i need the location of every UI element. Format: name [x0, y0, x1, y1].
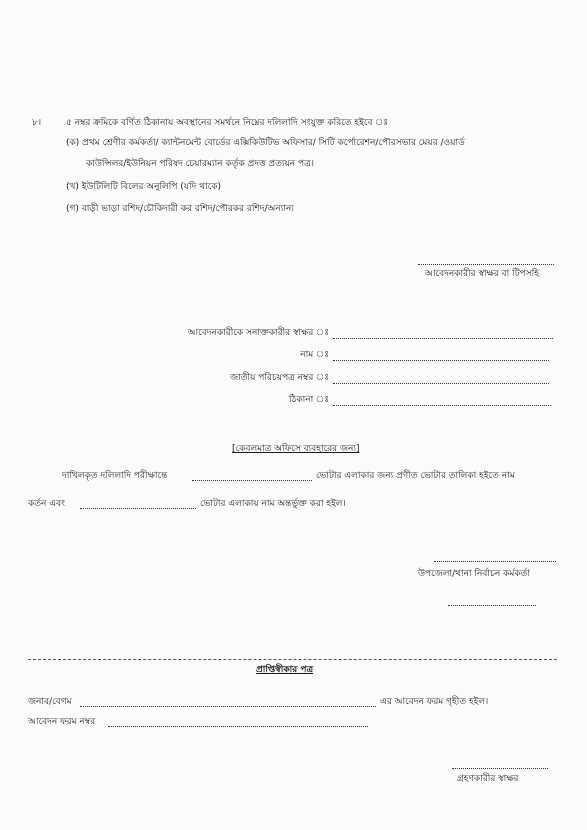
item-kha: (খ) ইউটিলিটি বিলের অনুলিপি (যদি থাকে) — [66, 182, 222, 192]
officer-signature-line[interactable] — [434, 561, 556, 562]
receipt-form-number-field[interactable] — [108, 726, 368, 727]
identifier-nid-label: জাতীয় পরিচয়পত্র নম্বর ঃ — [230, 373, 329, 383]
applicant-signature-label: আবেদনকারীর স্বাক্ষর বা টিপসহি — [425, 269, 539, 279]
identifier-name-label: নাম ঃ — [300, 350, 329, 360]
section-intro: ৫ নম্বর ক্রমিকে বর্ণিত ঠিকানায় অবস্থানের সমর্থনে নিম্নের দলিলাদি সংযুক্ত করিতে হইবে ঃ — [66, 118, 389, 128]
identifier-signature-field[interactable] — [333, 338, 553, 339]
receiver-signature-line[interactable] — [452, 768, 548, 769]
receipt-name-field[interactable] — [80, 706, 376, 707]
office-line1-b: ভোটার এলাকার জন্য প্রণীত ভোটার তালিকা হইতে নাম — [316, 471, 515, 481]
office-line2-field[interactable] — [80, 508, 196, 509]
identifier-address-field[interactable] — [333, 405, 551, 406]
item-ga: (গ) বাড়ী ভাড়া রশিদ/চৌকিদারী কর রশিদ/পৌরকর রশিদ/অন্যান্য — [66, 204, 294, 214]
office-use-heading: [কেবলমাত্র অফিসে ব্যবহারের জন্য] — [232, 444, 360, 454]
identifier-name-field[interactable] — [333, 360, 549, 361]
office-line1-field[interactable] — [192, 480, 312, 481]
receipt-form-received: এর আবেদন ফরম গৃহীত হইল। — [380, 697, 489, 707]
receipt-mr-mrs-label: জনাব/বেগম — [28, 697, 72, 707]
applicant-signature-line[interactable] — [418, 264, 554, 265]
officer-label: উপজেলা/থানা নির্বাচন কর্মকর্তা — [418, 569, 531, 579]
receipt-form-number-label: আবেদন ফরম নম্বর — [28, 717, 96, 727]
identifier-signature-label: আবেদনকারীকে সনাক্তকারীর স্বাক্ষর ঃ — [187, 328, 329, 338]
cut-line-divider — [28, 659, 557, 660]
office-line1-a: দাখিলকৃত দলিলাদি পরীক্ষান্তে — [62, 471, 168, 481]
receiver-signature-label: গ্রহণকারীর স্বাক্ষর — [457, 774, 519, 784]
section-number: ৮। — [32, 118, 42, 128]
item-ka-line1: (ক) প্রথম শ্রেণীর কর্মকর্তা/ ক্যান্টনমেন্ট বোর্ডের এক্সিকিউটিভ অফিসার/ সিটি কর্পোরেশন/পৌরসভার মেয়র /ওয়ার্ড — [66, 138, 465, 148]
officer-seal-line[interactable] — [448, 605, 536, 606]
identifier-nid-field[interactable] — [333, 383, 549, 384]
office-line2-b: ভোটার এলাকায় নাম অন্তর্ভুক্ত করা হইল। — [200, 499, 346, 509]
identifier-address-label: ঠিকানা ঃ — [289, 395, 329, 405]
receipt-heading: প্রাপ্তিস্বীকার পত্র — [256, 665, 314, 675]
office-line2-a: কর্তন এবং — [28, 499, 66, 509]
item-ka-line2: কাউন্সিলর/ইউনিয়ন পরিষদ চেয়ারম্যান কর্তৃক প্রদত্ত প্রত্যয়ন পত্র। — [86, 159, 314, 169]
